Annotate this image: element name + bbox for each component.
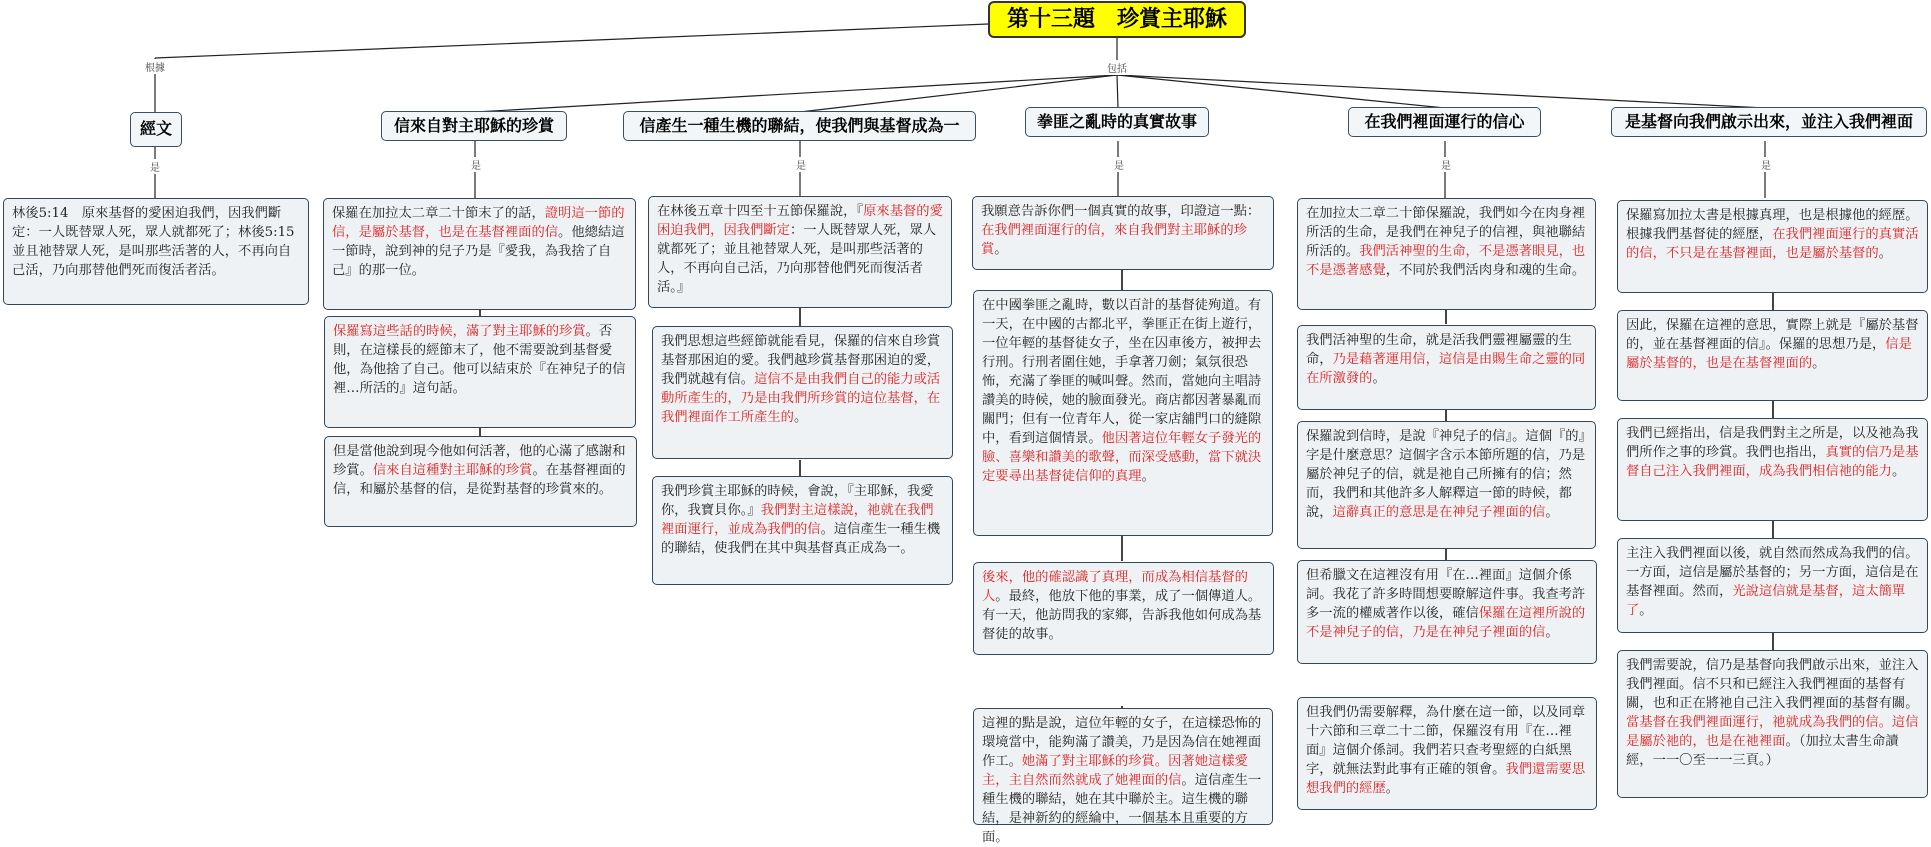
note-text: 保羅在加拉太二章二十節末了的話，	[332, 206, 545, 221]
note-text: 保羅說到信時，是說『神兒子的信』。這個『的』字是什麼意思？這個字含示本節所題的信，乃是屬於神兒子的信，就是祂自己所擁有的信；然而，我們和其他許多人解釋這一節的時候，都說，	[1306, 429, 1586, 520]
heading-organic-union[interactable]: 信產生一種生機的聯結，使我們與基督成為一	[623, 111, 976, 141]
note-box	[1617, 418, 1928, 521]
note-text: 。這信產生一種生機的聯結，使我們在其中與基督真正成為一。	[661, 522, 941, 556]
note-box	[323, 198, 636, 310]
note-box	[324, 316, 636, 428]
note-highlight-text: 我們活神聖的生命，不是憑著眼見，也不是憑著感覺	[1306, 244, 1586, 278]
edge-label-basis: 根據	[143, 59, 167, 74]
note-text: 保羅寫加拉太書是根據真理，也是根據他的經歷。根據我們基督徒的經歷，	[1626, 208, 1919, 242]
heading-operating-faith[interactable]: 在我們裡面運行的信心	[1348, 107, 1541, 137]
heading-scripture[interactable]: 經文	[130, 112, 182, 147]
edge-label-includes: 包括	[1105, 60, 1129, 75]
note-highlight-text: 在我們裡面運行的真實活的信，不只是在基督裡面，也是屬於基督的	[1626, 227, 1919, 261]
note-text: 。	[994, 242, 1008, 257]
note-text: 但我們仍需要解釋，為什麼在這一節，以及同章十六節和三章二十二節，保羅沒有用『在…裡面』這個介係詞。我們若只查考聖經的白紙黑字，就無法對此事有正確的領會。	[1306, 705, 1586, 777]
note-highlight-text: 他因著這位年輕女子發光的臉、喜樂和讚美的歌聲，而深受感動，當下就決定要尋出基督徒信仰的真理	[982, 431, 1262, 484]
note-box	[972, 196, 1274, 270]
note-box	[1297, 421, 1596, 549]
note-text: 。（加拉太書生命讀經，一一〇至一一三頁。）	[1626, 734, 1899, 768]
note-box	[1297, 198, 1596, 310]
note-box	[1617, 310, 1928, 401]
heading-boxer-story[interactable]: 拳匪之亂時的真實故事	[1025, 107, 1209, 137]
edge-label-is: 是	[148, 159, 162, 174]
note-text: 我們需要說，信乃是基督向我們啟示出來，並注入我們裡面。信不只和已經注入我們裡面的基督有關，也和正在將祂自己注入我們裡面的基督有關。	[1626, 658, 1919, 711]
note-highlight-text: 證明這一節的信，是屬於基督，也是在基督裡面的信	[332, 206, 625, 240]
note-text: 。	[1141, 469, 1155, 484]
note-text: 。	[793, 410, 808, 425]
note-text: 在中國拳匪之亂時，數以百計的基督徒殉道。有一天，在中國的古都北平，拳匪正在街上遊行，一位年輕的基督徒女子，坐在囚車後方，被押去行刑。行刑者圍住她，手拿著刀劍；氣氛很恐怖，充滿了拳匪的喊叫聲。然而，當她向主唱詩讚美的時候，她的臉面發光。商店都因著暴亂而關門；但有一位青年人，從一家店舖門口的縫隙中，看到這個情景。	[982, 298, 1262, 446]
note-text: ：一人既替眾人死，眾人就都死了；並且祂替眾人死，是叫那些活著的人，不再向自己活，乃向那替他們死而復活者活。』	[657, 223, 937, 295]
note-text: 。	[1385, 781, 1400, 796]
note-highlight-text: 乃是藉著運用信，這信是由賜生命之靈的同在所激發的	[1306, 352, 1586, 386]
note-text: 。	[1545, 505, 1559, 520]
note-text: 我們思想這些經節就能看見，保羅的信來自珍賞基督那困迫的愛。我們越珍賞基督那困迫的愛，我們就越有信。	[661, 334, 941, 387]
note-box	[1297, 697, 1597, 810]
note-text: 。在基督裡面的信，和屬於基督的信，是從對基督的珍賞來的。	[333, 463, 626, 497]
note-highlight-text: 這辭真正的意思是在神兒子裡面的信	[1332, 505, 1546, 520]
note-text: 。他總結這一節時，說到神的兒子乃是『愛我，為我捨了自己』的那一位。	[332, 225, 625, 278]
note-text: 我願意告訴你們一個真實的故事，印證這一點：	[981, 204, 1261, 219]
note-box	[1297, 560, 1597, 664]
note-text: 。	[1812, 356, 1826, 371]
edge-label-is: 是	[1439, 157, 1453, 172]
note-box	[1617, 650, 1928, 798]
note-highlight-text: 真實的信乃是基督自己注入我們裡面，成為我們相信祂的能力	[1626, 445, 1919, 479]
note-text: 。最終，他放下他的事業，成了一個傳道人。有一天，他訪問我的家鄉，告訴我他如何成為基督徒的故事。	[982, 589, 1262, 642]
note-text: 我們活神聖的生命，就是活我們靈裡屬靈的生命，	[1306, 333, 1572, 367]
note-box	[652, 476, 953, 585]
note-text: 林後5:14 原來基督的愛困迫我們，因我們斷定：一人既替眾人死，眾人就都死了；林後5:15 並且祂替眾人死，是叫那些活著的人，不再向自己活，乃向那替他們死而復活者活。	[12, 206, 308, 278]
note-text: 但是當他說到現今他如何活著，他的心滿了感謝和珍賞。	[333, 444, 626, 478]
note-highlight-text: 我們還需要思想我們的經歷	[1306, 762, 1586, 796]
note-text: 但希臘文在這裡沒有用『在…裡面』這個介係詞。我花了許多時間想要瞭解這件事。我查考許多一流的權威著作以後，確信	[1306, 568, 1586, 621]
note-highlight-text: 我們對主這樣說，祂就在我們裡面運行，並成為我們的信	[661, 503, 934, 537]
note-box	[324, 436, 637, 527]
note-highlight-text: 這信不是由我們自己的能力或活動所產生的，乃是由我們所珍賞的這位基督，在我們裡面作工所產生的	[661, 372, 941, 425]
root-topic[interactable]: 第十三題 珍賞主耶穌	[988, 1, 1246, 38]
note-text: 這裡的點是說，這位年輕的女子，在這樣恐怖的環境當中，能夠滿了讚美，乃是因為信在她裡面作工。	[982, 716, 1262, 769]
note-highlight-text: 在我們裡面運行的信，來自我們對主耶穌的珍賞	[981, 223, 1247, 257]
edge-label-is: 是	[1112, 157, 1126, 172]
note-box	[3, 198, 309, 305]
note-text: 我們珍賞主耶穌的時候，會說，『主耶穌，我愛你，我寶貝你。』	[661, 484, 934, 518]
heading-christ-revealed[interactable]: 是基督向我們啟示出來，並注入我們裡面	[1611, 107, 1927, 137]
note-box	[973, 290, 1273, 536]
note-highlight-text: 信是屬於基督的，也是在基督裡面的	[1626, 337, 1912, 371]
note-highlight-text: 光說這信就是基督，這太簡單了	[1626, 584, 1906, 618]
note-text: 因此，保羅在這裡的意思，實際上就是『屬於基督的，並在基督裡面的信』。保羅的思想乃是，	[1626, 318, 1919, 352]
note-text: 。	[1639, 603, 1653, 618]
note-highlight-text: 她滿了對主耶穌的珍賞。因著她這樣愛主，主自然而然就成了她裡面的信	[982, 754, 1248, 788]
note-text: ，不同於我們活肉身和魂的生命。	[1385, 263, 1586, 278]
edge-label-is: 是	[1759, 157, 1773, 172]
heading-faith-appreciation[interactable]: 信來自對主耶穌的珍賞	[381, 111, 567, 141]
note-highlight-text: 保羅在這裡所說的不是神兒子的信，乃是在神兒子裡面的信	[1306, 606, 1586, 640]
note-box	[1617, 538, 1928, 633]
note-box	[648, 196, 952, 308]
note-box	[973, 708, 1273, 845]
note-text: 。否則，在這樣長的經節末了，他不需要說到基督愛他，為他捨了自己。他可以結束於『在神兒子的信裡…所活的』這句話。	[333, 324, 626, 396]
note-text: 。	[1878, 246, 1892, 261]
note-box	[1617, 200, 1928, 293]
note-text: 在林後五章十四至十五節保羅說，『	[657, 204, 864, 219]
note-text: 。	[1891, 464, 1906, 479]
note-highlight-text: 原來基督的愛困迫我們，因我們斷定	[657, 204, 943, 238]
note-box	[652, 326, 953, 459]
note-text: 。	[1545, 625, 1559, 640]
note-text: 。	[1372, 371, 1386, 386]
note-highlight-text: 當基督在我們裡面運行，祂就成為我們的信。這信是屬於祂的，也是在祂裡面	[1626, 715, 1919, 749]
note-text: 。這信產生一種生機的聯結，她在其中聯於主。這生機的聯結，是神新約的經綸中，一個基本且重要的方面。	[982, 773, 1262, 845]
note-highlight-text: 保羅寫這些話的時候，滿了對主耶穌的珍賞	[333, 324, 586, 339]
note-text: 在加拉太二章二十節保羅說，我們如今在肉身裡所活的生命，是我們在神兒子的信裡，與祂聯結所活的。	[1306, 206, 1586, 259]
note-text: 主注入我們裡面以後，就自然而然成為我們的信。一方面，這信是屬於基督的；另一方面，這信是在基督裡面。然而，	[1626, 546, 1919, 599]
note-highlight-text: 信來自這種對主耶穌的珍賞	[372, 463, 533, 478]
note-box	[973, 562, 1274, 655]
edge-label-is: 是	[469, 157, 483, 172]
note-highlight-text: 後來，他的確認識了真理，而成為相信基督的人	[982, 570, 1248, 604]
note-box	[1297, 325, 1596, 410]
edge-label-is: 是	[794, 157, 808, 172]
note-text: 我們已經指出，信是我們對主之所是，以及祂為我們所作之事的珍賞。我們也指出，	[1626, 426, 1919, 460]
